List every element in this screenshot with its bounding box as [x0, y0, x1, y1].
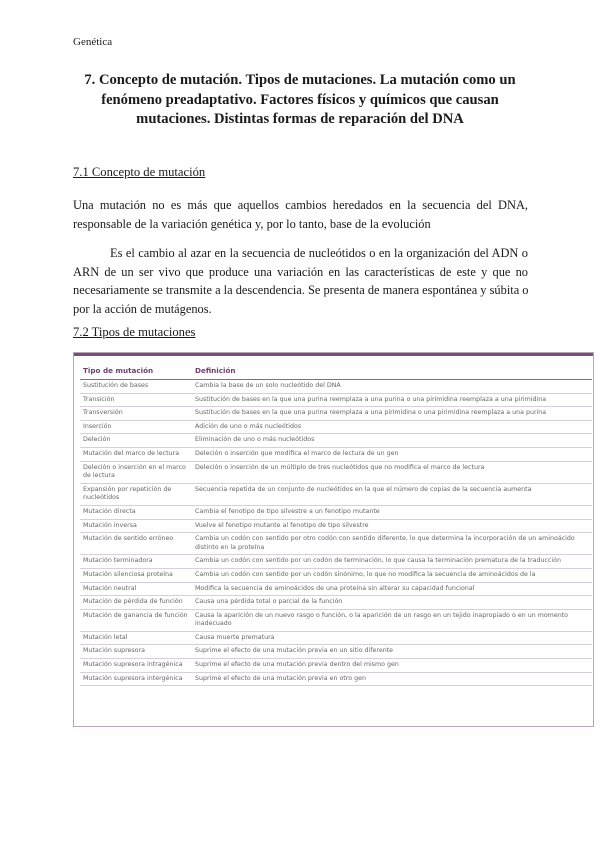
table-row [80, 568, 592, 582]
mutation-type-cell: Deleción o inserción en el marco de lectura [80, 461, 192, 483]
paragraph-line: por la acción de mutágenos. [73, 301, 212, 316]
mutation-definition-cell: Sustitución de bases en la que una purina reemplaza a una purina o una pirimidina reemplaza a una pirimidina [192, 393, 592, 407]
table-row [80, 434, 592, 448]
column-header-definition: Definición [192, 363, 592, 380]
mutation-definition-cell: Vuelve el fenotipo mutante al fenotipo de tipo silvestre [192, 519, 592, 533]
mutation-type-cell: Mutación de ganancia de función [80, 609, 192, 631]
table-row [80, 393, 592, 407]
table-row [80, 407, 592, 421]
mutation-type-cell: Transición [80, 393, 192, 407]
table-row [80, 555, 592, 569]
mutation-definition-cell: Deleción o inserción que modifica el marco de lectura de un gen [192, 447, 592, 461]
mutation-definition-cell: Eliminación de uno o más nucleótidos [192, 434, 592, 448]
title-line-3: mutaciones. Distintas formas de reparación del DNA [136, 111, 464, 127]
mutation-definition-cell: Suprime el efecto de una mutación previa dentro del mismo gen [192, 659, 592, 673]
table-row [80, 519, 592, 533]
table-row [80, 420, 592, 434]
mutation-definition-cell: Cambia el fenotipo de tipo silvestre a un fenotipo mutante [192, 505, 592, 519]
mutation-type-cell: Mutación letal [80, 631, 192, 645]
mutation-type-cell: Mutación silenciosa proteína [80, 568, 192, 582]
section-heading-concepto: 7.1 Concepto de mutación [73, 165, 206, 179]
mutation-type-cell: Mutación inversa [80, 519, 192, 533]
mutation-definition-cell: Cambia un codón con sentido por un codón sinónimo, lo que no modifica la secuencia de aminoácidos de la [192, 568, 592, 582]
mutation-definition-cell: Suprime el efecto de una mutación previa en un sitio diferente [192, 645, 592, 659]
section-heading-tipos: 7.2 Tipos de mutaciones [73, 325, 196, 339]
title-line-1: 7. Concepto de mutación. Tipos de mutaciones. La mutación como un [84, 72, 516, 88]
mutation-type-cell: Mutación supresora [80, 645, 192, 659]
table-row [80, 447, 592, 461]
mutation-type-cell: Mutación neutral [80, 582, 192, 596]
paragraph-line: Una mutación no es más que aquellos cambios heredados en la secuencia del DNA, [73, 198, 528, 212]
table-row [80, 645, 592, 659]
mutation-types-table-figure [73, 352, 594, 727]
document-title [70, 71, 530, 130]
paragraph-line: ARN de un ser vivo que produce una variación en las características de este y que no [73, 264, 528, 279]
table-row [80, 609, 592, 631]
paragraph-line: necesariamente se transmite a la descendencia. Se presenta de manera espontánea y súbita o [73, 283, 529, 298]
mutation-definition-cell: Cambia un codón con sentido por otro codón con sentido diferente, lo que determina la incorporación de un aminoácido distinto en la proteína [192, 533, 592, 555]
mutation-definition-cell: Secuencia repetida de un conjunto de nucleótidos en la que el número de copias de la secuencia aumenta [192, 483, 592, 505]
table-row [80, 461, 592, 483]
mutation-type-cell: Mutación supresora intergénica [80, 672, 192, 686]
table-row [80, 659, 592, 673]
mutation-type-cell: Mutación del marco de lectura [80, 447, 192, 461]
table-row [80, 380, 592, 394]
paragraph-description [73, 244, 528, 318]
mutation-type-cell: Transversión [80, 407, 192, 421]
paragraph-definition [73, 196, 528, 233]
mutation-type-cell: Mutación de sentido erróneo [80, 533, 192, 555]
mutation-definition-cell: Adición de uno o más nucleótidos [192, 420, 592, 434]
mutation-definition-cell: Cambia un codón con sentido por un codón de terminación, lo que causa la terminación prematura de la traducción [192, 555, 592, 569]
title-line-2: fenómeno preadaptativo. Factores físicos y químicos que causan [101, 91, 499, 108]
mutation-type-cell: Inserción [80, 420, 192, 434]
table-row [80, 483, 592, 505]
mutation-type-cell: Expansión por repetición de nucleótidos [80, 483, 192, 505]
mutation-definition-cell: Sustitución de bases en la que una purina reemplaza a una pirimidina o una pirimidina reemplaza a una purina [192, 407, 592, 421]
mutation-types-table [80, 363, 592, 686]
mutation-definition-cell: Modifica la secuencia de aminoácidos de una proteína sin alterar su capacidad funcional [192, 582, 592, 596]
mutation-definition-cell: Deleción o inserción de un múltiplo de tres nucleótidos que no modifica el marco de lectura [192, 461, 592, 483]
table-row [80, 533, 592, 555]
table-row [80, 505, 592, 519]
table-header-row [80, 363, 592, 380]
mutation-definition-cell: Suprime el efecto de una mutación previa en otro gen [192, 672, 592, 686]
mutation-type-cell: Sustitución de bases [80, 380, 192, 394]
mutation-type-cell: Mutación supresora intragénica [80, 659, 192, 673]
mutation-type-cell: Mutación directa [80, 505, 192, 519]
table-row [80, 582, 592, 596]
table-row [80, 672, 592, 686]
table-row [80, 631, 592, 645]
paragraph-line: Es el cambio al azar en la secuencia de nucleótidos o en la organización del ADN o [110, 246, 528, 260]
paragraph-line: responsable de la variación genética y, por lo tanto, base de la evolución [73, 216, 431, 231]
mutation-definition-cell: Causa la aparición de un nuevo rasgo o función, o la aparición de un rasgo en un tejido inapropiado o en un momento inadecuado [192, 609, 592, 631]
page-header: Genética [73, 36, 113, 48]
column-header-type: Tipo de mutación [80, 363, 192, 380]
mutation-definition-cell: Causa muerte prematura [192, 631, 592, 645]
mutation-type-cell: Mutación terminadora [80, 555, 192, 569]
table-row [80, 596, 592, 610]
mutation-definition-cell: Cambia la base de un solo nucleótido del DNA [192, 380, 592, 394]
mutation-type-cell: Mutación de pérdida de función [80, 596, 192, 610]
mutation-definition-cell: Causa una pérdida total o parcial de la función [192, 596, 592, 610]
mutation-type-cell: Deleción [80, 434, 192, 448]
